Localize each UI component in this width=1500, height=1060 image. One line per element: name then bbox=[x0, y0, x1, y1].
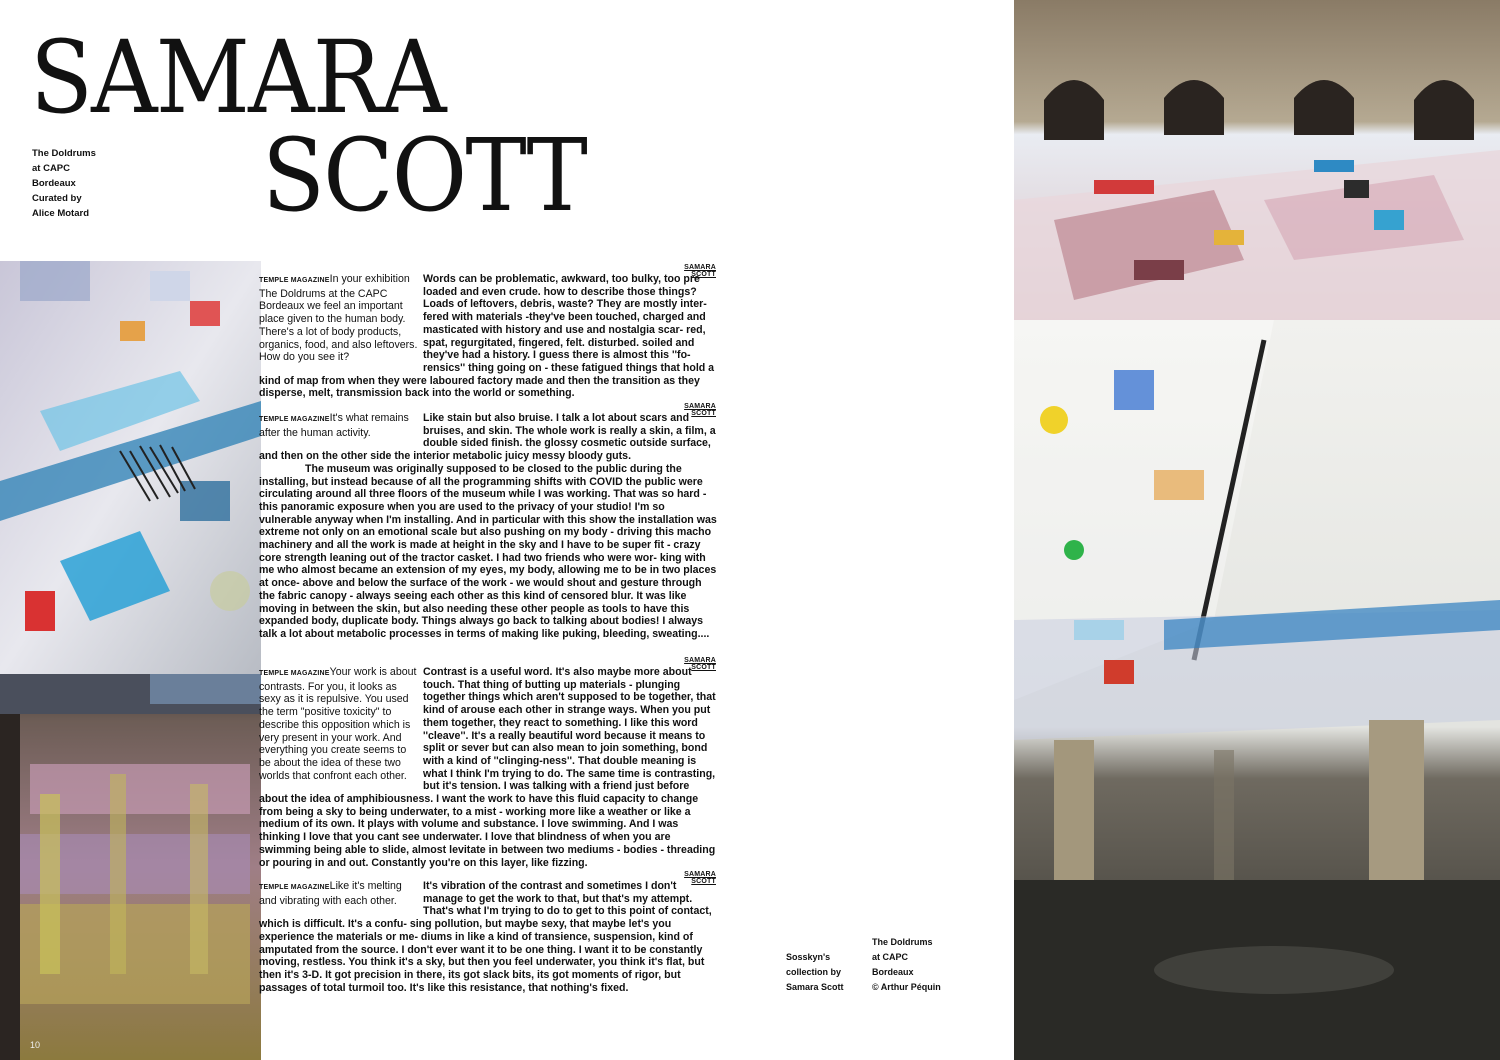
photo-caption-collection bbox=[786, 950, 844, 995]
question-text: In your exhibition The Doldrums at the CAPC Bordeaux we feel an important place given to the human body. There's a lot of body products, organics, food, and also leftovers. How do you see it? bbox=[259, 273, 418, 364]
caption-line: Samara Scott bbox=[786, 982, 844, 992]
installation-photo-floor bbox=[1014, 0, 1500, 320]
title-line-1: SAMARA bbox=[30, 19, 445, 136]
speaker-label: SAMARA SCOTT bbox=[684, 657, 716, 671]
caption-line: © Arthur Péquin bbox=[872, 982, 941, 992]
question-text: Your work is about contrasts. For you, it looks as sexy as it is repulsive. You used the term "positive toxicity" to describe this opposition which is very present in your work. And everything you create seems to be about the idea of these two worlds that confront each other. bbox=[259, 666, 417, 782]
speaker-label: SAMARA SCOTT bbox=[684, 403, 716, 417]
question-text: It's what remains after the human activity. bbox=[259, 412, 409, 439]
answer-text: Words can be problematic, awkward, too bulky, too pre loaded and even crude. how to describe those things? Loads of leftovers, debris, waste? They are mostly inter- fered with materials -they've been touched, charged and masticated with history and use and nostalgia scar- red, spat, regurgitated, fingered, felt. disturbed. soiled and they've had a history. I guess there is almost this ''fo- rensics'' thing going on - these fatigued things that hold a kind of map from when they were laboured factory made and then the transition as they disperse, melt, transmission back into the world or something. bbox=[259, 273, 715, 400]
caption-line: Bordeaux bbox=[872, 967, 914, 977]
installation-photo-aerial bbox=[0, 261, 261, 674]
caption-line: Bordeaux bbox=[32, 178, 76, 189]
question-text: Like it's melting and vibrating with each other. bbox=[259, 880, 402, 907]
caption-line: Curated by bbox=[32, 193, 82, 204]
caption-line: Alice Motard bbox=[32, 208, 90, 219]
interview-section-3 bbox=[259, 666, 717, 869]
caption-line: at CAPC bbox=[872, 952, 909, 962]
caption-line: collection by bbox=[786, 967, 842, 977]
interview-section-2 bbox=[259, 412, 717, 641]
speaker-label: SAMARA SCOTT bbox=[684, 871, 716, 885]
interview-section-1 bbox=[259, 273, 717, 400]
interviewer-label: TEMPLE MAGAZINE bbox=[259, 670, 330, 677]
speaker-label: SAMARA SCOTT bbox=[684, 264, 716, 278]
interview-section-4 bbox=[259, 880, 717, 994]
interviewer-label: TEMPLE MAGAZINE bbox=[259, 884, 330, 891]
exhibition-caption bbox=[32, 146, 96, 221]
answer-text: Contrast is a useful word. It's also maybe more about touch. That thing of butting up materials - plunging together things which aren't supposed to be together, that kind of arouse each other in strange ways. When you put them together, they react to something. I like this word ''cleave''. It's a really beautiful word because it means to split or sever but can also mean to join something, bond with a kind of ''clinging-ness''. That double meaning is what I think I'm trying to do. The same time is contrasting, but it's tension. I was talking with a friend just before about the idea of amphibiousness. I want the work to have this fluid capacity to change from being a sky to being underwater, to a mist - working more like a weather or like a medium of its own. It plays with volume and substance. I love swimming. And I was thinking I love that you cant see underwater. I love that blindness of when you are swimming being able to slide, almost levitate in between two mediums - bodies - threading or pouring in and out. Constantly you're on this layer, like fizzing. bbox=[259, 666, 716, 869]
sosskyn-collection-photo bbox=[0, 674, 261, 1060]
caption-line: The Doldrums bbox=[872, 937, 933, 947]
caption-line: The Doldrums bbox=[32, 148, 96, 159]
interviewer-label: TEMPLE MAGAZINE bbox=[259, 416, 330, 423]
title-line-2: SCOTT bbox=[262, 117, 587, 234]
photo-caption-exhibition bbox=[872, 935, 941, 995]
caption-line: at CAPC bbox=[32, 163, 71, 174]
caption-line: Sosskyn's bbox=[786, 952, 831, 962]
answer-text: Like stain but also bruise. I talk a lot about scars and bruises, and skin. The whole work is really a skin, a film, a double sided finish. the glossy cosmetic outside surface, and then on the other side the interior metabolic juicy messy bloody guts. bbox=[259, 412, 716, 463]
answer-paragraph: The museum was originally supposed to be closed to the public during the installing, but instead because of all the programming shifts with COVID the public were circulating around all three floors of the museum while I was working. That was so hard - this panoramic exposure when you are used to the privacy of your studio! I'm so vulnerable anyway when I'm installing. And in particular with this show the installation was extreme not only on an emotional scale but also pushing on my body - driving this macho machinery and all the work is made at height in the sky and I have to be super fit - crazy core strength leaning out of the tractor casket. I had two friends who were wor- king with me who almost became an extension of my eyes, my body, allowing me to be in two places at once- above and below the surface of the work - we would shout and gesture through the fabric canopy - always seeing each other as this kind of censored blur. It was like moving in between the skin, but also needing these other people as tools to have this expanded body, duplicate body. Things always go back to talking about bodies! I always talk a lot about metabolic processes in terms of making like puking, bleeding, sweating.... bbox=[259, 462, 717, 640]
interviewer-label: TEMPLE MAGAZINE bbox=[259, 277, 330, 284]
page-number: 10 bbox=[30, 1040, 41, 1050]
installation-photo-canopy bbox=[1014, 320, 1500, 1060]
answer-text: It's vibration of the contrast and sometimes I don't manage to get the work to that, but that's my attempt. That's what I'm trying to do to get to this point of contact, which is difficult. It's a confu- sing pollution, but maybe sexy, that maybe let's you experience the materials or me- diums in like a kind of transience, suspension, kind of amputated from the source. I don't ever want it to be one thing. I want it to be constantly moving, restless. You think it's a sky, but then you feel underwater, you think it's flat, but then it's 3-D. It got precision in there, its got slack bits, its got moments of rigor, but passages of total turmoil too. It's like this resistance, that nothing's fixed. bbox=[259, 880, 712, 994]
